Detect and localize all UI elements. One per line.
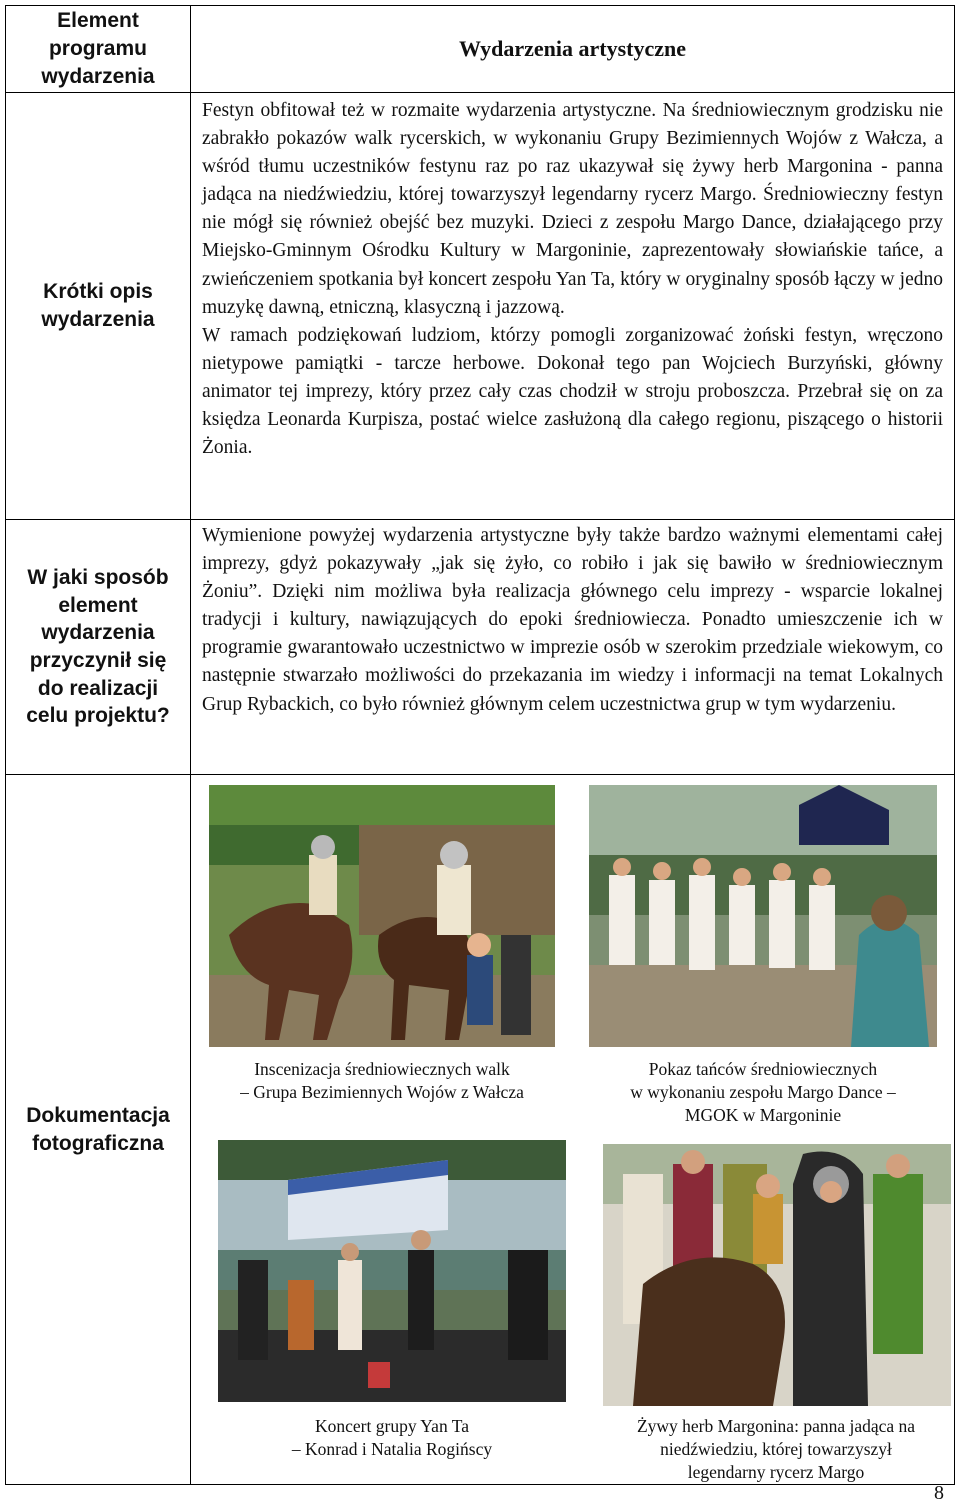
caption-1-line-1: Inscenizacja średniowiecznych walk: [254, 1059, 510, 1079]
caption-2-line-1: Pokaz tańców średniowiecznych: [648, 1059, 878, 1079]
row3-label-cell: [5, 774, 191, 1485]
photo-margo-dance: [589, 785, 937, 1047]
photo-living-coat-of-arms: [603, 1144, 951, 1406]
caption-photo-1: [209, 1058, 555, 1104]
header-left-label: Element programu wydarzenia: [41, 9, 155, 88]
caption-photo-3: [218, 1415, 566, 1461]
row1-label-cell: [5, 92, 191, 520]
caption-4-line-3: legendarny rycerz Margo: [687, 1462, 865, 1482]
caption-2-line-2: w wykonaniu zespołu Margo Dance –: [630, 1082, 896, 1102]
row1-content-cell: [190, 92, 955, 520]
photo-cell: [190, 774, 955, 1485]
row1-label: Krótki opis wydarzenia: [41, 280, 155, 331]
caption-photo-2: [589, 1058, 937, 1127]
row2-content-cell: [190, 519, 955, 775]
description-paragraph-2: W ramach podziękowań ludziom, którzy pomogli zorganizować żoński festyn, wręczono nietypowe pamiątki - tarcze herbowe. Dokonał tego pan Wojciech Burzyński, główny animator tej imprezy, który przez cały czas chodził w stroju proboszcza. Przebrał się on za księdza Leonarda Kurpisza, postać wielce zasłużoną dla całego regionu, piszącego o historii Żonia.: [202, 324, 943, 459]
caption-4-line-1: Żywy herb Margonina: panna jadąca na: [636, 1416, 916, 1436]
caption-1-line-2: – Grupa Bezimiennych Wojów z Wałcza: [240, 1082, 524, 1102]
page-number: 8: [934, 1482, 944, 1504]
program-table: [5, 5, 955, 1485]
row2-label-cell: [5, 519, 191, 775]
goal-paragraph: Wymienione powyżej wydarzenia artystyczne były także bardzo ważnymi elementami całej imprezy, gdyż pokazywały „jak się żyło, co robiło i jak się bawiło w średniowiecznym Żoniu”. Dzięki nim możliwa była realizacja głównego celu imprezy - wsparcie lokalnej tradycji i kultury, nawiązujących do epoki średniowiecza. Ponadto umieszczenie ich w programie gwarantowało uczestnictwo w imprezie osób w szerokim przedziale wiekowym, co następnie stwarzało możliwości do przekazania im wiedzy i informacji na temat Lokalnych Grup Rybackich, co było również głównym celem uczestnictwa grup w tym wydarzeniu.: [202, 525, 943, 715]
caption-3-line-2: – Konrad i Natalia Rogińscy: [291, 1439, 493, 1459]
row3-label: Dokumentacja fotograficzna: [26, 1103, 170, 1155]
caption-3-line-1: Koncert grupy Yan Ta: [315, 1416, 469, 1436]
photo-knights-horses: [209, 785, 555, 1047]
caption-photo-4: [596, 1415, 956, 1484]
header-left-cell: [5, 5, 191, 93]
description-paragraph-1: Festyn obfitował też w rozmaite wydarzenia artystyczne. Na średniowiecznym grodzisku nie zabrakło pokazów walk rycerskich, w wykonaniu Grupy Bezimiennych Wojów z Wałcza, a wśród tłumu uczestników festynu raz po raz ukazywał się żywy herb Margonina - panna jadąca na niedźwiedziu, której towarzyszył legendarny rycerz Margo. Średniowieczny festyn nie mógł się również obejść bez muzyki. Dzieci z zespołu Margo Dance, działającego przy Miejsko-Gminnym Ośrodku Kultury w Margoninie, zaprezentowały słowiańskie tańce, a zwieńczeniem spotkania był koncert zespołu Yan Ta, który w oryginalny sposób łączy w jedno muzykę dawną, etniczną, klasyczną i jazzową.: [202, 100, 943, 318]
section-title: Wydarzenia artystyczne: [458, 36, 687, 61]
header-right-cell: [190, 5, 955, 93]
row2-label: W jaki sposób element wydarzenia przyczynił się do realizacji celu projektu?: [26, 565, 170, 728]
photo-yan-ta-concert: [218, 1140, 566, 1402]
caption-2-line-3: MGOK w Margoninie: [684, 1105, 842, 1125]
caption-4-line-2: niedźwiedziu, której towarzyszył: [660, 1439, 892, 1459]
